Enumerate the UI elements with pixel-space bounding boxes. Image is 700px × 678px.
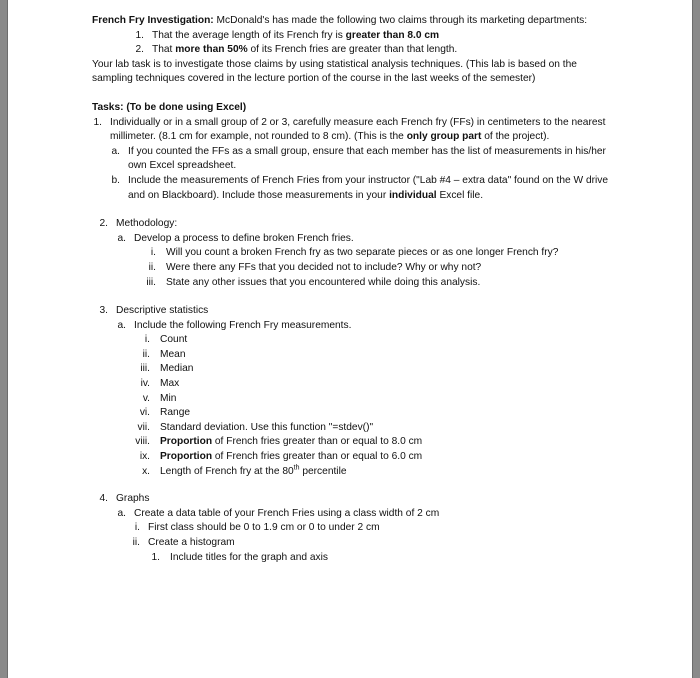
- roman-item-text: First class should be 0 to 1.9 cm or 0 to under 2 cm: [148, 522, 380, 534]
- list-item: [92, 145, 614, 174]
- claim-text-pre: That: [152, 44, 176, 56]
- list-marker: v.: [142, 392, 150, 404]
- stat-rest: of French fries greater than or equal to 8.0 cm: [212, 436, 423, 448]
- stat-text: [160, 450, 614, 465]
- list-item: [92, 465, 614, 480]
- sub-item-text: If you counted the FFs as a small group, ensure that each member has the list of measurements in his/her own Excel spreadsheet.: [128, 145, 606, 172]
- task-item-2: [92, 217, 614, 232]
- list-item: [92, 521, 614, 536]
- stat-rest: of French fries greater than or equal to 6.0 cm: [212, 451, 423, 463]
- stat-text: [160, 465, 614, 480]
- list-item: [92, 276, 614, 291]
- sub-item-text: Develop a process to define broken French fries.: [134, 232, 354, 244]
- list-item: [92, 348, 614, 363]
- list-marker: ii.: [142, 348, 150, 360]
- list-marker: i.: [134, 522, 140, 534]
- stat-bold: Proportion: [160, 451, 213, 463]
- stat-rest: Length of French fry at the 80: [160, 465, 294, 477]
- claims-list: [92, 29, 614, 58]
- list-marker: a.: [117, 507, 126, 519]
- document-title: French Fry Investigation:: [92, 15, 214, 26]
- list-item: [92, 174, 614, 203]
- list-item: [92, 536, 614, 551]
- list-item: [92, 507, 614, 522]
- task-item-3: [92, 304, 614, 319]
- intro-paragraph: [92, 14, 614, 29]
- list-marker: i.: [150, 247, 156, 259]
- list-item: [92, 29, 614, 44]
- graphs-label: Graphs: [116, 493, 150, 505]
- list-marker: i.: [144, 334, 150, 346]
- list-marker: a.: [117, 319, 126, 331]
- list-marker: 2.: [99, 218, 108, 230]
- list-marker: ix.: [139, 451, 150, 463]
- stat-suffix: percentile: [299, 465, 347, 477]
- claim-text-bold: more than 50%: [175, 44, 248, 56]
- claim-text-bold: greater than 8.0 cm: [345, 29, 440, 41]
- stat-text: Range: [160, 407, 191, 419]
- list-item: [92, 333, 614, 348]
- task-1-post: of the project).: [481, 131, 550, 143]
- sub-item-bold: individual: [389, 189, 437, 201]
- deep-item-text: Include titles for the graph and axis: [170, 551, 329, 563]
- stat-text: Median: [160, 363, 194, 375]
- list-marker: 1.: [151, 551, 160, 563]
- stat-text: Min: [160, 392, 177, 404]
- roman-item-text: Create a histogram: [148, 537, 235, 548]
- stat-text: Max: [160, 378, 180, 390]
- list-item: [92, 377, 614, 392]
- sub-item-text: Include the following French Fry measurements.: [134, 319, 352, 331]
- stat-text: Standard deviation. Use this function "=stdev()": [160, 421, 374, 433]
- list-item: [92, 261, 614, 276]
- list-marker: 4.: [99, 493, 108, 505]
- list-marker: ii.: [148, 261, 156, 273]
- list-item: [92, 246, 614, 261]
- methodology-label: Methodology:: [116, 218, 178, 230]
- list-marker: b.: [111, 174, 120, 186]
- roman-item-text: State any other issues that you encountered while doing this analysis.: [166, 276, 481, 288]
- task-paragraph: Your lab task is to investigate those claims by using statistical analysis techniques. (This lab is based on the sampling techniques covered in the lecture portion of the course in the last weeks of the semester): [92, 58, 577, 85]
- sub-item-text: [128, 174, 614, 203]
- claim-text: [152, 29, 614, 44]
- list-item: [92, 43, 614, 58]
- list-marker: 2.: [135, 44, 144, 56]
- list-marker: 1.: [93, 116, 102, 128]
- list-marker: iii.: [140, 363, 150, 375]
- list-marker: 1.: [135, 29, 144, 41]
- task-1-pre: Individually or in a small group of 2 or 3, carefully measure each French fry (FFs) in centimeters to the nearest millimeter. (8.1 cm for example, not rounded to 8 cm). (This is the: [110, 116, 606, 143]
- stats-list: [92, 333, 614, 479]
- list-item: [92, 319, 614, 334]
- list-marker: x.: [142, 465, 150, 477]
- list-item: [92, 232, 614, 247]
- document-content: [92, 14, 614, 565]
- sub-item-pre: Include the measurements of French Fries from your instructor ("Lab #4 – extra data" found on the W drive and on Blackboard). Include those measurements in your: [128, 174, 609, 201]
- stat-text: Mean: [160, 348, 186, 360]
- tasks-heading-line: [92, 101, 614, 116]
- list-item: [92, 392, 614, 407]
- sub-item-text: Create a data table of your French Fries using a class width of 2 cm: [134, 507, 440, 519]
- stat-bold: Proportion: [160, 436, 213, 448]
- document-page: [7, 0, 693, 678]
- task-1-bold: only group part: [406, 131, 482, 143]
- list-item: [92, 421, 614, 436]
- intro-lead: McDonald's has made the following two claims through its marketing departments:: [213, 15, 588, 26]
- claim-text-post: of its French fries are greater than that length.: [247, 44, 458, 56]
- list-item: [92, 551, 614, 566]
- list-item: [92, 435, 614, 450]
- list-marker: vii.: [137, 421, 150, 433]
- list-marker: ii.: [132, 537, 140, 548]
- descriptive-label: Descriptive statistics: [116, 305, 209, 317]
- roman-item-text: Will you count a broken French fry as two separate pieces or as one longer French fry?: [166, 247, 559, 259]
- stat-text: Count: [160, 334, 188, 346]
- task-1-text: [110, 116, 614, 145]
- ordinal-superscript: th: [293, 464, 300, 472]
- roman-item-text: Were there any FFs that you decided not to include? Why or why not?: [166, 261, 482, 273]
- list-marker: a.: [111, 145, 120, 157]
- list-marker: vi.: [139, 407, 150, 419]
- claim-text-pre: That the average length of its French fry is: [152, 29, 346, 41]
- list-item: [92, 450, 614, 465]
- task-item-1: [92, 116, 614, 145]
- claim-text: [152, 43, 614, 58]
- list-marker: a.: [117, 232, 126, 244]
- list-marker: 3.: [99, 305, 108, 317]
- task-item-4: [92, 492, 614, 507]
- list-item: [92, 362, 614, 377]
- stat-text: [160, 435, 614, 450]
- list-marker: iv.: [140, 378, 150, 390]
- list-item: [92, 406, 614, 421]
- list-marker: viii.: [135, 436, 150, 448]
- sub-item-post: Excel file.: [436, 189, 484, 201]
- list-marker: iii.: [146, 276, 156, 288]
- tasks-heading: Tasks: (To be done using Excel): [92, 101, 247, 113]
